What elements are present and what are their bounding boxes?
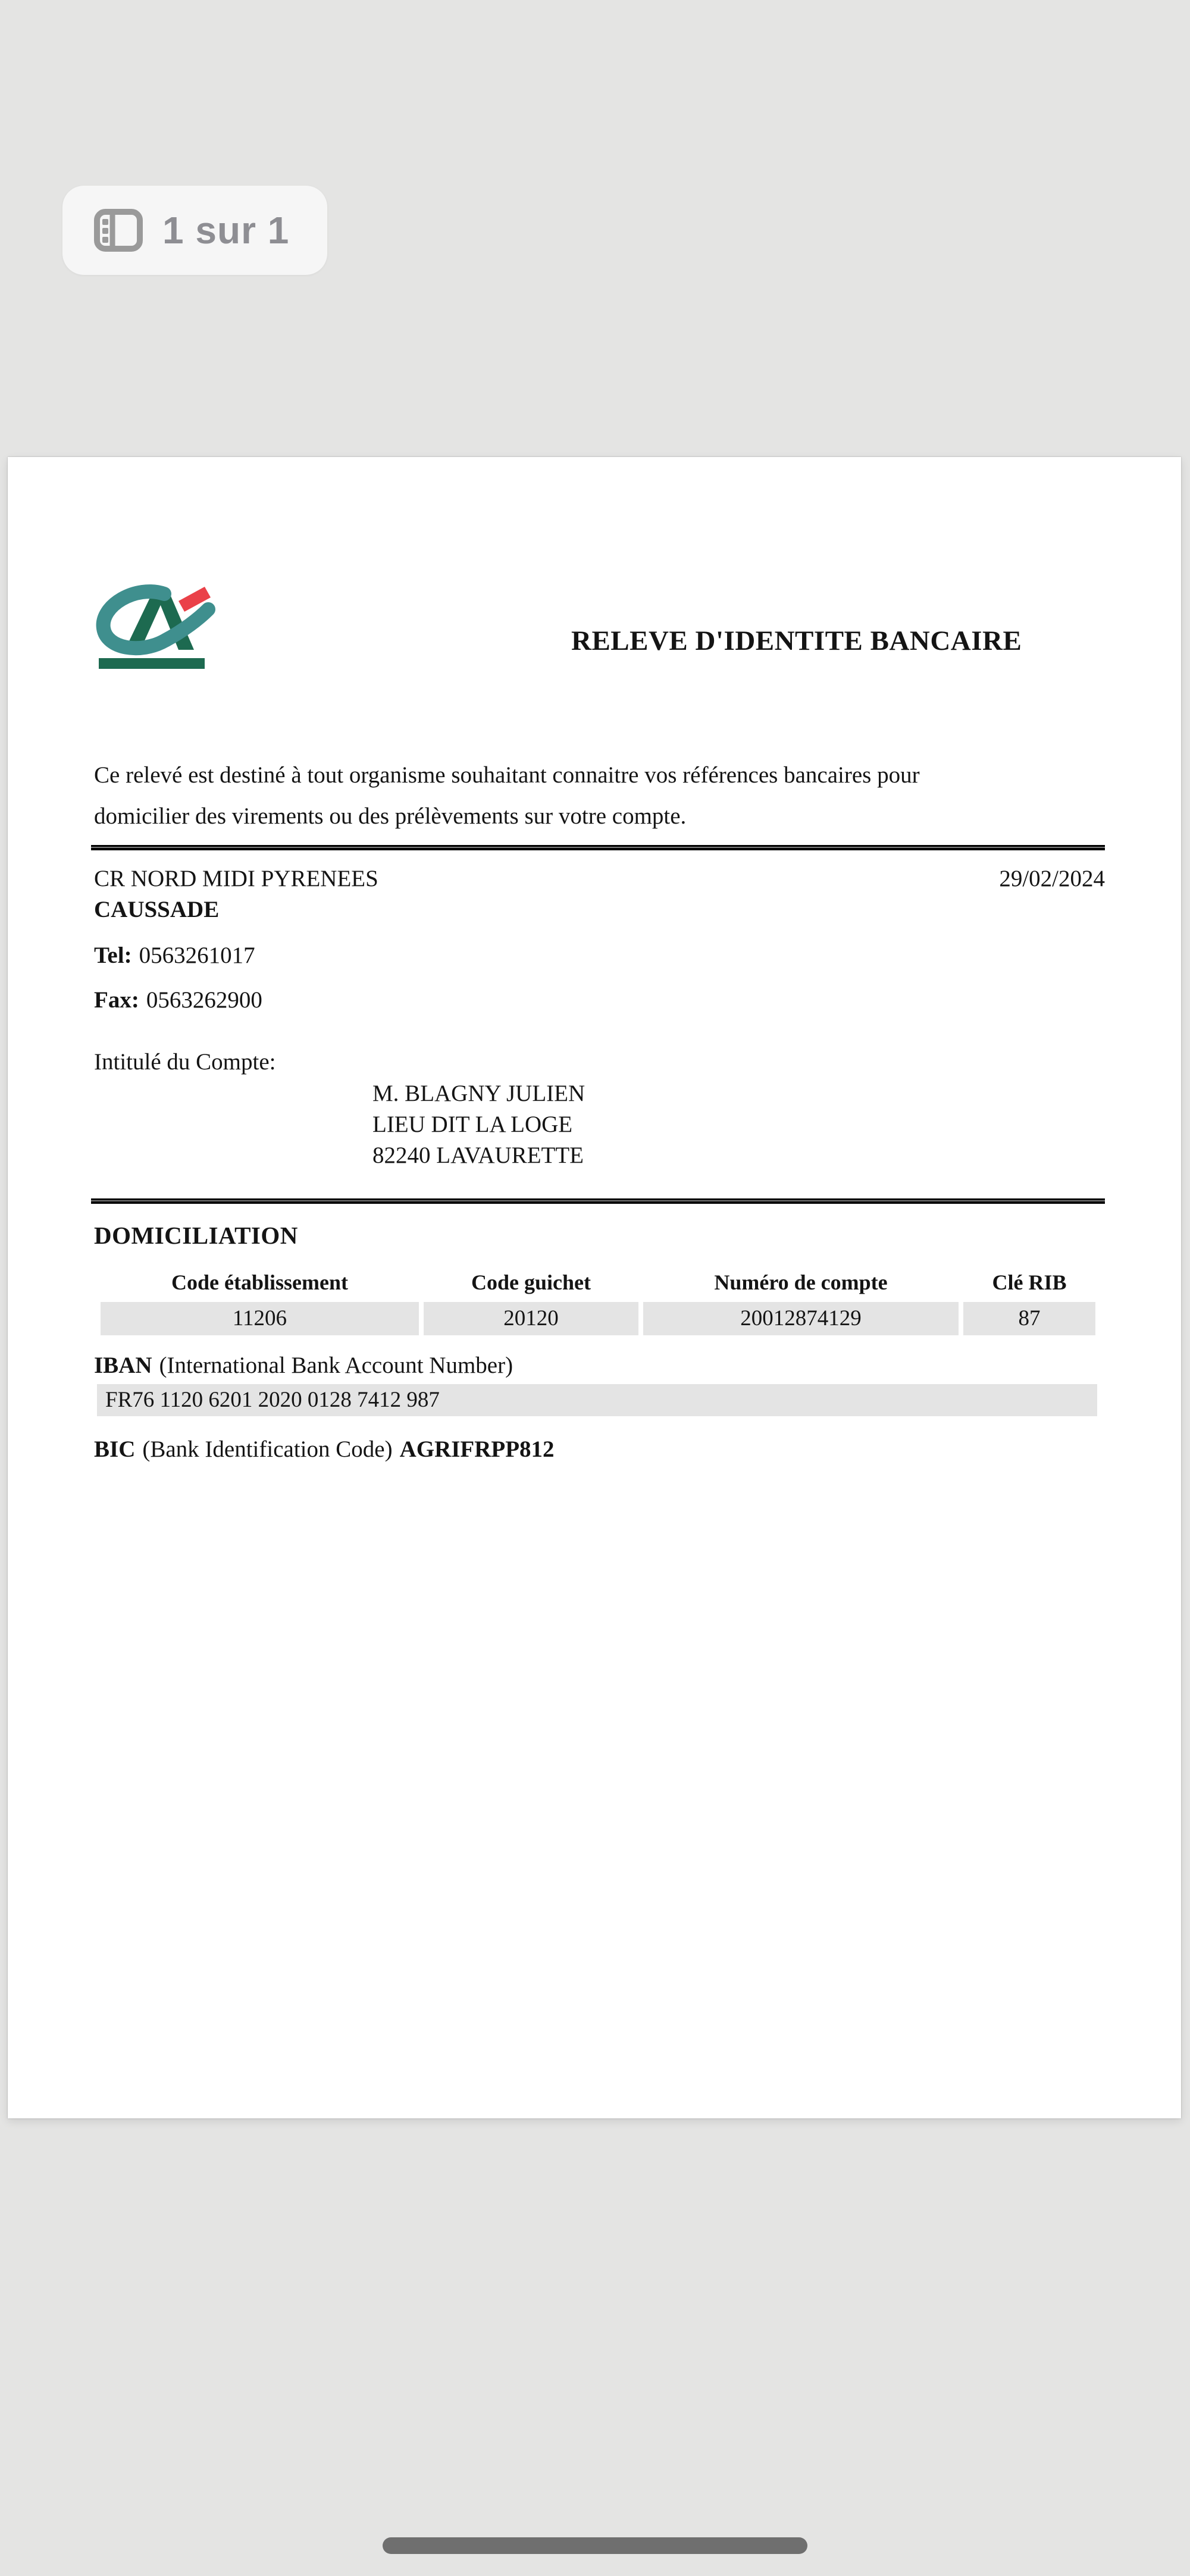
page-indicator-label: 1 sur 1	[162, 209, 290, 252]
agency-city: CAUSSADE	[94, 897, 220, 922]
sidebar-icon	[93, 208, 143, 252]
rib-value-cell: 20012874129	[643, 1302, 959, 1335]
rib-header-cell: Clé RIB	[992, 1270, 1067, 1294]
intro-line: domicilier des virements ou des prélèvements sur votre compte.	[94, 803, 687, 829]
agency-name: CR NORD MIDI PYRENEES	[94, 866, 378, 891]
bic-value: AGRIFRPP812	[399, 1436, 555, 1462]
page-indicator-badge[interactable]	[62, 186, 327, 275]
bic-label: BIC	[94, 1436, 136, 1462]
tel-value: 0563261017	[139, 943, 255, 968]
rib-header-cell: Numéro de compte	[714, 1270, 888, 1294]
account-title-label: Intitulé du Compte:	[94, 1049, 276, 1075]
domiciliation-heading: DOMICILIATION	[94, 1222, 298, 1249]
iban-value-bar: FR76 1120 6201 2020 0128 7412 987	[97, 1384, 1097, 1416]
intro-paragraph	[94, 755, 920, 837]
holder-line: 82240 LAVAURETTE	[372, 1143, 584, 1168]
rib-header-cell: Code établissement	[171, 1270, 348, 1294]
account-holder-block	[372, 1078, 585, 1171]
holder-line: LIEU DIT LA LOGE	[372, 1112, 573, 1137]
rib-value-cell: 20120	[424, 1302, 638, 1335]
tel-label: Tel:	[94, 943, 132, 968]
holder-line: M. BLAGNY JULIEN	[372, 1081, 585, 1106]
iban-label-suffix: (International Bank Account Number)	[159, 1353, 513, 1378]
credit-agricole-logo-icon	[94, 583, 219, 674]
rib-table	[101, 1270, 1095, 1335]
pdf-page[interactable]	[8, 457, 1181, 2118]
divider	[91, 845, 1105, 850]
rib-table-value-row	[101, 1302, 1095, 1335]
home-indicator[interactable]	[383, 2537, 807, 2554]
iban-label-line	[94, 1352, 513, 1379]
rib-header-cell: Code guichet	[471, 1270, 591, 1294]
fax-value: 0563262900	[146, 987, 262, 1013]
fax-line	[94, 987, 262, 1013]
document-title: RELEVE D'IDENTITE BANCAIRE	[571, 625, 1022, 656]
tel-line	[94, 942, 255, 969]
rib-value-cell: 11206	[101, 1302, 419, 1335]
rib-table-header-row	[101, 1270, 1095, 1295]
rib-value-cell: 87	[963, 1302, 1095, 1335]
statement-date: 29/02/2024	[999, 866, 1105, 891]
iban-label: IBAN	[94, 1353, 152, 1378]
divider	[91, 1198, 1105, 1204]
bic-line	[94, 1436, 555, 1463]
bic-label-suffix: (Bank Identification Code)	[142, 1436, 393, 1462]
intro-line: Ce relevé est destiné à tout organisme souhaitant connaitre vos références bancaires pour	[94, 762, 920, 788]
fax-label: Fax:	[94, 987, 139, 1013]
